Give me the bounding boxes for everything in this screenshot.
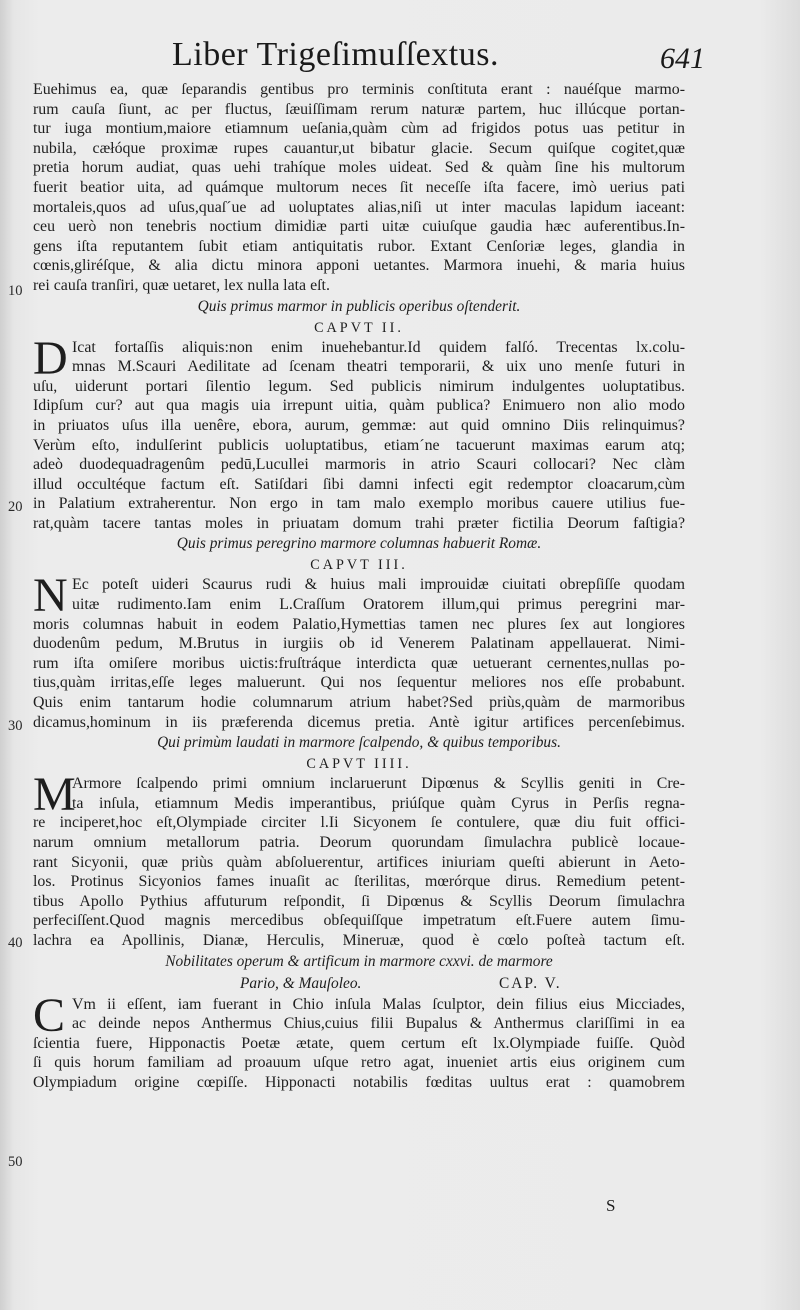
drop-cap: M [33,768,76,822]
text-line: rant Sicyonii, quæ priùs quàm abſoluerentur, artifices iniuriam queſti abierunt in Aeto- [33,853,685,871]
margin-line-number: 10 [8,283,23,299]
text-line: ſcientia fuere, Hipponactis Poetæ ætate, quem certum eſt lx.Olympiade fuiſſe. Quòd [33,1034,685,1052]
text-line: los. Protinus Sicyonios fames inuaſit ac ſterilitas, mœrórque dirus. Remedium petent- [33,873,685,891]
running-title: Liber Trigeſimuſſextus. [172,36,499,73]
text-line: Olympiadum origine cœpiſſe. Hipponacti notabilis fœditas uultus erat : quamobrem [33,1073,685,1091]
text-line: cœnis,gliréſque, & alia dictu minora apponi uetantes. Marmora inuehi, & maria huius [33,257,685,275]
text-line: in priuatos uſus illa uenêre, ebora, aurum, gemmæ: aut quid omnino Diis relinquimus? [33,416,685,434]
text-line: in Palatium extraherentur. Non ergo in tam malo exemplo moribus cauere utilius fue- [33,495,685,513]
margin-line-number: 30 [8,718,23,734]
text-line: adeò duodequadragenûm pedū,Lucullei marmoris in atrio Scauri collocari? Nec clàm [33,456,685,474]
text-line: dicamus,hominum in iis præferenda dicemus pretia. Antè igitur artifices percenſebimus. [33,713,685,731]
signature-mark: S [606,1196,616,1215]
margin-line-number: 20 [8,499,23,515]
text-line: uitæ rudimento.Iam enim L.Craſſum Oratorem illum,qui primus peregrini mar- [72,596,685,614]
paragraph-caput-5 [33,988,685,1093]
margin-line-number: 40 [8,935,23,951]
text-line: rat,quàm tacere tantas moles in priuatam domum trahi præter fictilia Deorum faſtigia? [33,514,685,532]
text-line: lachra ea Apollinis, Dianæ, Herculis, Mineruæ, quod è cœlo poſteà tactum eſt. [33,931,685,949]
text-line: Idipſum cur? aut qua magis uia irrepunt uitia, quàm publica? Enimuero non alio modo [33,397,685,415]
chapter-number: CAP. V. [499,974,562,992]
text-line: moris columnas habuit in eodem Palatio,Hymettias tamen nec plures ſex aut longiores [33,615,685,633]
text-line: Armore ſcalpendo primi omnium inclaruerunt Dipœnus & Scyllis geniti in Cre- [72,775,685,793]
chapter-number: CAPVT IIII. [306,756,412,773]
text-line: Quis enim tantarum hodie columnarum atrium habet?Sed priùs,quàm de marmoribus [33,694,685,712]
drop-cap: C [33,988,66,1042]
text-line: narum omnium metallorum patria. Deorum quorundam ſimulachra publicè locaue- [33,834,685,851]
text-line: duodenûm pedum, M.Brutus in iurgiis ob id Venerem Palatinam appellauerat. Nimi- [33,635,685,653]
page-number: 641 [660,42,705,75]
text-line: mortaleis,quos ad uſus,quaſ´ue ad uoluptates alias,niſi ut inter maculas lapidum iaceant: [33,198,685,216]
text-line: Ec poteſt uideri Scaurus rudi & huius mali improuidæ ciuitati obrepſiſſe quodam [72,576,685,594]
text-line: pretia horum audiat, quas uehi trahíque moles uideat. Sed & quàm ſine his multorum [33,159,685,177]
text-line: Vm ii eſſent, iam fuerant in Chio inſula Malas ſculptor, dein filius eius Micciades, [72,995,685,1013]
text-line: rum iſta omiſere moribus uictis:fruſtráque interdicta quæ uetuerant cernentes,nullas po- [33,654,685,672]
text-line: ac deinde nepos Anthermus Chius,cuius filii Bupalus & Anthermus clariſſimi in ea [72,1015,685,1033]
chapter-heading: Quis primus marmor in publicis operibus oſtenderit. [197,297,521,315]
chapter-number: CAPVT II. [314,319,404,336]
paragraph-caput-4 [33,768,685,950]
chapter-heading-continuation: Pario, & Mauſoleo. [240,974,362,992]
text-line: Icat fortaſſis aliquis:non enim inuehebantur.Id quidem falſó. Trecentas lx.colu- [72,338,685,356]
text-line: tur iuga montium,maiore etiamnum ueſania,quàm cùm ad frigidos potus uas petitur in [33,120,685,138]
drop-cap: D [33,331,68,385]
text-line: tibus Apollo Pythius affuturum reſpondit, ſi Dipœnus & Scyllis Deorum ſimulachra [33,892,685,910]
text-line: rum cauſa ſiunt, ac per fluctus, ſæuiſſimam rerum naturæ partem, huc illúcque portan- [33,100,685,118]
margin-line-number: 50 [8,1154,23,1170]
text-line: tius,quàm irritas,eſſe leges maluerunt. Qui nos ſequentur meliores nos eſſe probabunt. [33,674,685,692]
chapter-heading: Quis primus peregrino marmore columnas habuerit Romæ. [176,535,542,553]
chapter-number: CAPVT III. [310,557,408,574]
text-line: illud occultéque factum eſt. Satiſdari ſibi damni infecti egit redemptor cloacarum,cùm [33,475,685,493]
text-line: nubila, cæłóque proximæ rupes cauantur,ut bibatur glacie. Secum quiſque cogitet,quæ [33,139,685,157]
page-header [0,36,800,76]
paragraph-intro [33,80,685,296]
text-line: ceu uerò non tenebris noctium dimidiæ parti uitæ cuiuſque gaudia hæc auferentibus.In- [33,218,685,236]
paragraph-caput-3 [33,569,685,732]
text-line: Verùm eſto, indulſerint publicis uoluptatibus, etiam´ne tacuerunt maximas earum atq; [33,436,685,454]
text-body [33,80,685,1093]
chapter-heading-line-2 [33,973,685,995]
chapter-heading: Nobilitates operum & artificum in marmore cxxvi. de marmore [165,952,553,970]
text-line: gens iſta reputantem ſubit etiam antiquitatis rubor. Extant Cenſoriæ leges, glandia in [33,237,685,255]
text-line: rei cauſa tranſiri, quæ uetaret, lex nulla lata eſt. [33,276,330,294]
text-line: ſi quis horum familiam ad proauum uſque retro agat, inueniet artis eius originem cum [33,1054,685,1072]
chapter-heading: Qui primùm laudati in marmore ſcalpendo, & quibus temporibus. [157,734,561,752]
text-line: ta inſula, etiamnum Medis imperantibus, priúſque quàm Cyrus in Perſis regna- [72,794,685,812]
text-line: re inciperet,hoc eſt,Olympiade circiter l.Ii Sicyonem ſe contulere, quæ diu fuit offici- [33,814,685,832]
text-line: Euehimus ea, quæ ſeparandis gentibus pro terminis conſtituta erant : nauéſque marmo- [33,81,685,98]
paragraph-caput-2 [33,331,685,534]
drop-cap: N [33,569,68,623]
text-line: mnas M.Scauri Aedilitate ad ſcenam theatri temporarii, & uix uno menſe futuri in [72,358,685,376]
text-line: uſu, uiderunt portari ſilentio legum. Sed publicis nimirum indulgentes uoluptatibus. [33,377,685,395]
text-line: perfeciſſent.Quod magnis mercedibus obſequiſſque impetratum eſt.Fuere autem ſimu- [33,912,685,930]
text-line: fuerit beatior uita, ad quámque multorum neces ſit neceſſe iſta facere, imò uerius pati [33,178,685,196]
